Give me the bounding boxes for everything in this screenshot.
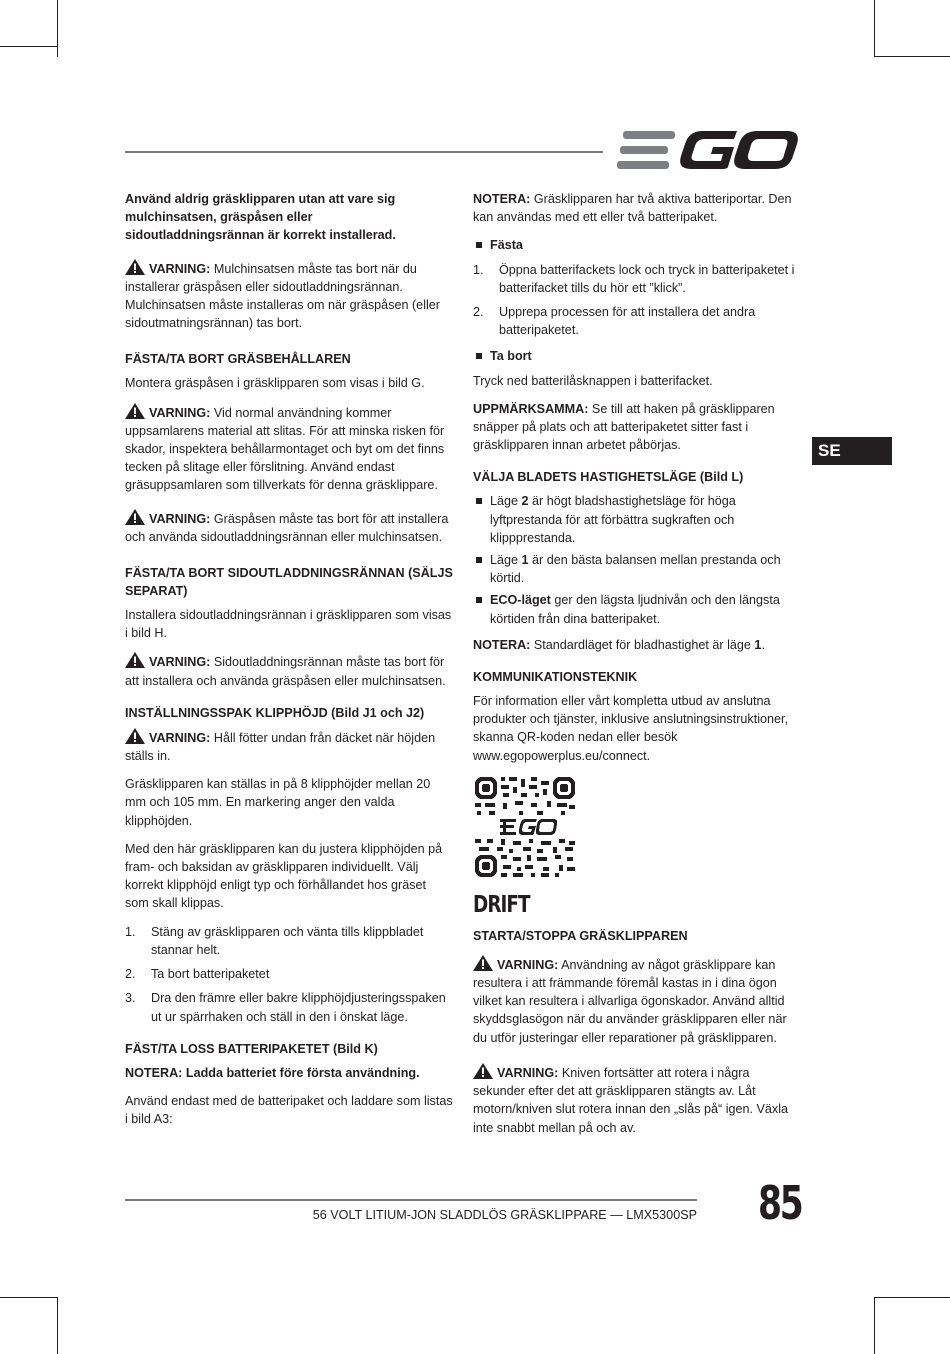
warning-text: Mulchinsatsen måste tas bort när du installerar gräspåsen eller sidoutladdningsrännan. Mulchinsatsen måste installeras om när gräspåsen (eller sidoutmatningsrännan) tas bort. xyxy=(125,261,440,331)
subheading-ta-bort xyxy=(473,347,799,365)
list-item xyxy=(473,303,799,339)
note-text: Standardläget för bladhastighet är läge xyxy=(530,637,755,652)
right-column xyxy=(473,190,799,1147)
crop-mark xyxy=(874,1297,950,1298)
bullet-text: Läge xyxy=(490,553,522,568)
step-number: 2. xyxy=(473,305,484,320)
warning-block xyxy=(125,403,453,495)
note-text: . xyxy=(761,637,765,652)
list-item xyxy=(125,965,453,983)
warning-block xyxy=(125,728,453,765)
section-heading: VÄLJA BLADETS HASTIGHETSLÄGE (Bild L) xyxy=(473,470,744,485)
step-number: 3. xyxy=(125,991,136,1006)
list-item xyxy=(473,261,799,297)
crop-mark xyxy=(874,1297,875,1354)
warning-label: VARNING: xyxy=(149,405,211,420)
section-heading: FÄSTA/TA BORT SIDOUTLADDNINGSRÄNNAN (SÄLJS SEPARAT) xyxy=(125,566,453,599)
warning-block xyxy=(125,509,453,546)
crop-mark xyxy=(57,0,58,57)
speed-mode-list xyxy=(473,492,799,627)
paragraph: Tryck ned batterilåsknappen i batterifacket. xyxy=(473,373,713,388)
paragraph: Installera sidoutladdningsrännan i gräsklipparen som visas i bild H. xyxy=(125,608,452,641)
numbered-steps xyxy=(473,261,799,340)
warning-text: Vid normal användning kommer uppsamlarens material att slitas. För att minska risken för skador, inspektera behållarmontaget och byt om det finns tecken på slitage eller förslitning. Använd endast gräsuppsamlaren som tillverkats för denna gräsklippare. xyxy=(125,405,445,493)
warning-icon xyxy=(125,728,145,744)
warning-icon xyxy=(473,1063,493,1079)
warning-block xyxy=(473,955,799,1047)
language-tab: SE xyxy=(812,437,892,465)
crop-mark xyxy=(0,1297,57,1298)
section-heading: FÄSTA/TA BORT GRÄSBEHÅLLAREN xyxy=(125,352,351,367)
warning-icon xyxy=(125,652,145,668)
list-item xyxy=(473,591,799,627)
step-number: 1. xyxy=(125,924,136,939)
crop-mark xyxy=(874,56,950,57)
note-label: NOTERA: xyxy=(473,637,531,652)
warning-text: Håll fötter undan från däcket när höjden ställs in. xyxy=(125,730,436,764)
attention-label: UPPMÄRKSAMMA: xyxy=(473,401,589,416)
bullet-text: är den bästa balansen mellan prestanda och körtid. xyxy=(490,553,781,586)
section-heading: INSTÄLLNINGSSPAK KLIPPHÖJD (Bild J1 och J2) xyxy=(125,705,425,720)
bullet-text: Läge xyxy=(490,494,522,509)
list-item xyxy=(473,551,799,587)
warning-icon xyxy=(125,403,145,419)
subheading-text: Ta bort xyxy=(490,349,532,364)
warning-text: Sidoutladdningsrännan måste tas bort för att installera och använda gräspåsen eller mulchinsatsen. xyxy=(125,655,446,688)
attention-text: Se till att haken på gräsklipparen snäpper på plats och att batteripaketet sitter fast i gräsklipparen innan arbetet påbörjas. xyxy=(473,401,775,453)
list-item xyxy=(473,492,799,547)
paragraph: Använd endast med de batteripaket och laddare som listas i bild A3: xyxy=(125,1093,453,1127)
paragraph: Montera gräspåsen i gräsklipparen som visas i bild G. xyxy=(125,376,425,391)
warning-block xyxy=(125,259,453,333)
section-heading: KOMMUNIKATIONSTEKNIK xyxy=(473,670,638,685)
warning-text: Användning av något gräsklippare kan resultera i att främmande föremål kastas in i dina ögon vilket kan resultera i allvarliga ögonskador. Använd alltid skyddsglasögon när du använder gräsklipparen eller när du utför justeringar eller reparationer på gräsklipparen. xyxy=(473,957,787,1045)
list-item xyxy=(125,923,453,959)
step-text: Öppna batterifackets lock och tryck in batteripaketet i batterifacket tills du hör ett ”klick”. xyxy=(499,262,795,295)
drift-heading: DRIFT xyxy=(473,891,530,918)
bullet-square-icon xyxy=(476,498,482,504)
bullet-bold: ECO-läget xyxy=(490,593,551,608)
warning-text: Kniven fortsätter att rotera i några sekunder efter det att gräsklipparen stängts av. Låt motorn/kniven slut rotera innan den „slås på“ igen. Växla inte snabbt mellan på och av. xyxy=(473,1065,789,1135)
note-block xyxy=(125,1064,453,1082)
crop-mark xyxy=(874,0,875,57)
bullet-square-icon xyxy=(476,597,482,603)
warning-label: VARNING: xyxy=(149,261,211,276)
numbered-steps xyxy=(125,923,453,1026)
left-column xyxy=(125,190,453,1138)
warning-text: Gräspåsen måste tas bort för att installera och använda sidoutladdningsrännan eller mulchinsatsen. xyxy=(125,511,449,544)
bullet-text: ger den lägsta ljudnivån och den längsta körtiden från dina batteripaket. xyxy=(490,593,780,626)
subheading-fasta xyxy=(473,236,799,254)
warning-label: VARNING: xyxy=(497,957,559,972)
step-number: 2. xyxy=(125,967,136,982)
note-bold: 1 xyxy=(754,637,762,652)
step-text: Stäng av gräsklipparen och vänta tills klippbladet stannar helt. xyxy=(151,924,424,957)
subheading-text: Fästa xyxy=(490,238,523,253)
note-label: NOTERA: xyxy=(125,1065,183,1080)
bullet-square-icon xyxy=(476,557,482,563)
note-block xyxy=(473,636,799,654)
note-label: NOTERA: xyxy=(473,192,531,206)
paragraph: Gräsklipparen kan ställas in på 8 klipphöjder mellan 20 mm och 105 mm. En markering anger den valda klipphöjden. xyxy=(125,777,431,828)
step-number: 1. xyxy=(473,262,484,277)
bullet-square-icon xyxy=(476,353,482,359)
note-block xyxy=(473,190,799,226)
bullet-square-icon xyxy=(476,242,482,248)
warning-icon xyxy=(473,955,493,971)
paragraph: För information eller vårt kompletta utbud av anslutna produkter och tjänster, inklusive anslutningsinstruktioner, skanna QR-koden nedan eller besök www.egopowerplus.eu/connect. xyxy=(473,694,789,763)
section-heading: FÄST/TA LOSS BATTERIPAKETET (Bild K) xyxy=(125,1041,378,1056)
warning-icon xyxy=(125,509,145,525)
warning-label: VARNING: xyxy=(149,655,211,670)
paragraph: Med den här gräsklipparen kan du justera klipphöjden på fram- och baksidan av gräsklipparen individuellt. Välj korrekt klipphöjd enligt typ och förhållandet hos gräset som skall klippas. xyxy=(125,841,443,911)
page-number: 85 xyxy=(758,1176,802,1230)
step-text: Dra den främre eller bakre klipphöjdjusteringsspaken ut ur spärrhaken och ställ in den i önskat läge. xyxy=(151,991,446,1024)
intro-warning-text: Använd aldrig gräsklipparen utan att vare sig mulchinsatsen, gräspåsen eller sidoutladdningsrännan är korrekt installerad. xyxy=(125,192,396,243)
section-heading: STARTA/STOPPA GRÄSKLIPPAREN xyxy=(473,928,688,943)
step-text: Upprepa processen för att installera det andra batteripaketet. xyxy=(499,305,756,338)
warning-block xyxy=(125,652,453,689)
ego-logo xyxy=(617,128,800,173)
warning-icon xyxy=(125,259,145,275)
bullet-bold: 1 xyxy=(521,553,529,568)
note-text: Gräsklipparen har två aktiva batteriportar. Den kan användas med ett eller två batteripaket. xyxy=(473,192,792,225)
step-text: Ta bort batteripaketet xyxy=(151,967,270,982)
crop-mark xyxy=(57,1297,58,1354)
bullet-bold: 2 xyxy=(521,494,529,509)
footer-rule xyxy=(125,1199,697,1201)
list-item xyxy=(125,989,453,1025)
header-rule xyxy=(125,151,603,153)
bullet-text: är högt bladshastighetsläge för höga lyftprestanda för att förbättra sugkraften och klippprestanda. xyxy=(490,494,736,545)
warning-label: VARNING: xyxy=(149,511,211,526)
footer-title: 56 VOLT LITIUM-JON SLADDLÖS GRÄSKLIPPARE — LMX5300SP xyxy=(312,1208,697,1222)
crop-mark xyxy=(0,46,57,47)
attention-block xyxy=(473,400,799,455)
note-text: Ladda batteriet före första användning. xyxy=(182,1065,420,1080)
warning-label: VARNING: xyxy=(149,730,211,745)
warning-block xyxy=(473,1063,799,1137)
warning-label: VARNING: xyxy=(497,1065,559,1080)
qr-code-image xyxy=(473,775,577,879)
